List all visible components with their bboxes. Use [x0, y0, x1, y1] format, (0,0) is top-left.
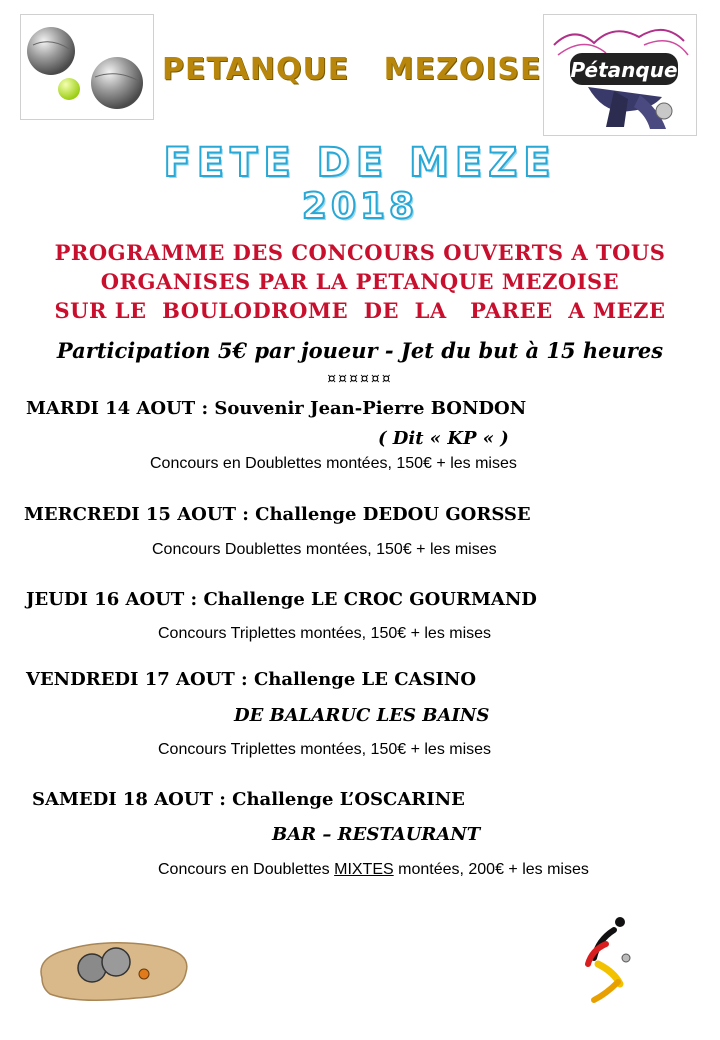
club-title: PETANQUE MEZOISE: [162, 52, 542, 87]
event-details: [158, 861, 589, 879]
petanque-balls-icon: [21, 15, 153, 119]
petanque-balls-logo: [20, 14, 154, 120]
programme-line-3: SUR LE BOULODROME DE LA PAREE A MEZE: [54, 298, 666, 323]
event-subtitle: BAR – RESTAURANT: [272, 824, 481, 845]
petanque-logo: [543, 14, 697, 136]
event-title: JEUDI 16 AOUT : Challenge LE CROC GOURMAND: [26, 589, 537, 610]
details-text: Concours en Doublettes: [158, 861, 335, 878]
event-details: Concours en Doublettes montées, 150€ + les mises: [150, 455, 517, 472]
boules-sand-icon: [36, 938, 192, 1004]
details-mixtes: MIXTES: [334, 861, 394, 878]
fete-year: 2018: [301, 186, 419, 227]
details-text: montées, 200€ + les mises: [393, 861, 589, 878]
event-subtitle: DE BALARUC LES BAINS: [234, 705, 490, 726]
participation-info: Participation 5€ par joueur - Jet du but à 15 heures: [56, 338, 664, 363]
event-subtitle: ( Dit « KP « ): [378, 428, 509, 449]
event-title: VENDREDI 17 AOUT : Challenge LE CASINO: [26, 669, 477, 690]
event-title: MERCREDI 15 AOUT : Challenge DEDOU GORSSE: [24, 504, 531, 525]
separator: ¤¤¤¤¤¤: [327, 371, 393, 387]
fete-title: FETE DE MEZE: [163, 140, 557, 186]
programme-line-1: PROGRAMME DES CONCOURS OUVERTS A TOUS: [54, 240, 666, 265]
petanque-logo-icon: [544, 15, 696, 135]
player-figure-icon: [584, 914, 634, 1006]
event-title: SAMEDI 18 AOUT : Challenge L’OSCARINE: [32, 789, 465, 810]
petanque-logo-text: Pétanque: [570, 58, 678, 82]
programme-line-2: ORGANISES PAR LA PETANQUE MEZOISE: [100, 269, 620, 294]
event-title: MARDI 14 AOUT : Souvenir Jean-Pierre BONDON: [26, 398, 527, 419]
event-details: Concours Doublettes montées, 150€ + les mises: [152, 541, 497, 558]
event-details: Concours Triplettes montées, 150€ + les mises: [158, 625, 492, 642]
event-details: Concours Triplettes montées, 150€ + les mises: [158, 741, 492, 758]
